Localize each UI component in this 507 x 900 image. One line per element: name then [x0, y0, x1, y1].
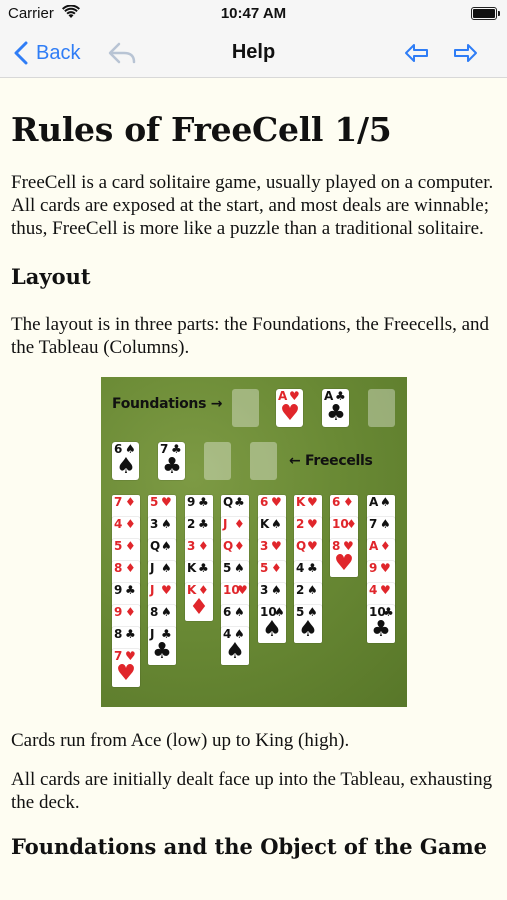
card-suit: ♥	[161, 495, 172, 509]
battery-icon	[471, 7, 497, 20]
card-rank: 4	[223, 627, 232, 641]
card-rank: 9	[114, 605, 123, 619]
card-rank: A	[324, 389, 334, 403]
card-rank: 8	[332, 539, 341, 553]
card-rank: 4	[296, 561, 305, 575]
card-rank: 10	[332, 517, 349, 531]
card-rank: 3	[187, 539, 196, 553]
card-rank: 4	[114, 517, 123, 531]
card-suit: ♠	[271, 583, 282, 597]
card-suit: ♣	[234, 495, 245, 509]
card-suit-large: ♥	[334, 551, 354, 576]
card-suit-large: ♠	[262, 617, 282, 642]
card-rank: 6	[223, 605, 232, 619]
card-suit: ♦	[198, 539, 209, 553]
card-suit: ♦	[271, 561, 282, 575]
card-suit: ♥	[307, 517, 318, 531]
card-suit: ♦	[343, 495, 354, 509]
card-suit: ♠	[161, 539, 172, 553]
card-rank: 4	[369, 583, 378, 597]
cards-run-paragraph: Cards run from Ace (low) up to King (high).	[11, 730, 350, 751]
clock: 10:47 AM	[220, 5, 287, 22]
card-suit: ♣	[171, 442, 182, 456]
card-suit: ♠	[161, 517, 172, 531]
next-page-icon[interactable]	[452, 42, 478, 64]
card-suit-large: ♠	[298, 617, 318, 642]
tableau-card	[294, 605, 322, 643]
card-rank: 2	[296, 517, 305, 531]
tableau-card	[221, 627, 249, 665]
card-suit: ♦	[125, 517, 136, 531]
card-suit: ♥	[380, 583, 391, 597]
tableau-card	[112, 649, 140, 687]
card-suit: ♦	[125, 605, 136, 619]
tableau-card	[258, 605, 286, 643]
card-rank: 7	[160, 442, 169, 456]
card-rank: 10	[260, 605, 277, 619]
card-suit: ♦	[234, 539, 245, 553]
card-suit-large: ♥	[280, 401, 300, 426]
foundation-slot	[368, 389, 395, 427]
card-rank: 6	[260, 495, 269, 509]
card-suit-large: ♣	[152, 639, 172, 664]
card-suit: ♣	[198, 517, 209, 531]
card-rank: 8	[114, 627, 123, 641]
card-suit: ♠	[271, 517, 282, 531]
dealt-paragraph: All cards are initially dealt face up into the Tableau, exhausting the deck.	[11, 769, 493, 813]
card-suit: ♣	[383, 605, 394, 619]
card-rank: 6	[332, 495, 341, 509]
foundations-heading: Foundations and the Object of the Game	[11, 834, 488, 859]
card-rank: 2	[296, 583, 305, 597]
card-suit: ♥	[271, 539, 282, 553]
card-suit: ♦	[125, 495, 136, 509]
card-suit-large: ♠	[116, 454, 136, 479]
card-suit: ♦	[346, 517, 357, 531]
page-title: Rules of FreeCell 1/5	[11, 110, 392, 149]
card-suit: ♠	[161, 605, 172, 619]
card-suit: ♠	[234, 561, 245, 575]
card-suit-large: ♣	[371, 617, 391, 642]
card-rank: Q	[296, 539, 307, 553]
card-rank: 9	[114, 583, 123, 597]
freecell-slot	[204, 442, 231, 480]
card-rank: Q	[223, 539, 234, 553]
card-suit-large: ♣	[162, 454, 182, 479]
tableau-card	[330, 539, 358, 577]
card-suit: ♠	[307, 583, 318, 597]
card-rank: 5	[223, 561, 232, 575]
card-rank: J	[150, 627, 155, 641]
card-suit: ♥	[380, 561, 391, 575]
card-suit: ♣	[335, 389, 346, 403]
layout-heading: Layout	[11, 264, 91, 289]
card-suit: ♦	[234, 517, 245, 531]
card-suit: ♦	[125, 539, 136, 553]
card-rank: 5	[150, 495, 159, 509]
foundations-label: Foundations →	[112, 396, 223, 412]
card-rank: A	[369, 495, 379, 509]
card-rank: 10	[369, 605, 386, 619]
card-suit-large: ♠	[225, 639, 245, 664]
card-suit: ♥	[343, 539, 354, 553]
history-back-icon[interactable]	[106, 40, 138, 66]
card-suit: ♣	[198, 495, 209, 509]
status-bar	[0, 0, 507, 28]
foundation-card-ace-clubs	[322, 389, 349, 427]
card-rank: 10	[223, 583, 240, 597]
card-rank: 9	[369, 561, 378, 575]
card-rank: 3	[260, 539, 269, 553]
card-suit: ♥	[289, 389, 300, 403]
navigation-bar	[0, 28, 507, 78]
card-rank: 8	[114, 561, 123, 575]
card-suit: ♠	[380, 517, 391, 531]
card-suit: ♠	[234, 627, 245, 641]
foundation-slot	[232, 389, 259, 427]
card-rank: K	[187, 583, 197, 597]
card-suit: ♣	[198, 561, 209, 575]
card-rank: 6	[114, 442, 123, 456]
card-rank: 7	[369, 517, 378, 531]
tableau-card	[367, 605, 395, 643]
freecells-label: ← Freecells	[289, 453, 373, 469]
back-button[interactable]	[14, 38, 80, 68]
card-rank: K	[296, 495, 306, 509]
layout-paragraph: The layout is in three parts: the Foundations, the Freecells, and the Tableau (Columns).	[11, 314, 490, 358]
card-rank: 2	[187, 517, 196, 531]
card-rank: 7	[114, 649, 123, 663]
card-rank: Q	[150, 539, 161, 553]
help-content	[11, 78, 497, 859]
card-rank: J	[150, 561, 155, 575]
card-suit: ♠	[125, 442, 136, 456]
card-suit: ♥	[237, 583, 248, 597]
card-rank: 3	[260, 583, 269, 597]
tableau-card	[185, 583, 213, 621]
card-suit: ♠	[161, 561, 172, 575]
card-rank: 7	[114, 495, 123, 509]
tableau-card	[148, 627, 176, 665]
card-suit: ♠	[234, 605, 245, 619]
foundation-card-ace-hearts	[276, 389, 303, 427]
card-suit: ♦	[125, 561, 136, 575]
card-suit-large: ♦	[189, 595, 209, 620]
card-suit: ♥	[125, 649, 136, 663]
card-rank: A	[278, 389, 288, 403]
card-rank: Q	[223, 495, 234, 509]
card-rank: A	[369, 539, 379, 553]
chevron-left-icon	[14, 41, 28, 65]
freecell-layout-figure	[101, 377, 407, 707]
card-suit: ♠	[274, 605, 285, 619]
card-suit: ♣	[307, 561, 318, 575]
freecell-slot	[250, 442, 277, 480]
card-suit: ♥	[271, 495, 282, 509]
card-suit: ♥	[307, 539, 318, 553]
intro-paragraph: FreeCell is a card solitaire game, usually played on a computer. All cards are exposed at the start, and most deals are winnable; thus, FreeCell is more like a puzzle than a traditional solitaire.	[11, 172, 494, 239]
card-rank: J	[223, 517, 228, 531]
card-suit: ♦	[380, 539, 391, 553]
card-suit: ♥	[161, 583, 172, 597]
back-button-label: Back	[36, 41, 81, 64]
card-rank: 8	[150, 605, 159, 619]
card-suit: ♦	[198, 583, 209, 597]
card-rank: 3	[150, 517, 159, 531]
nav-title: Help	[231, 41, 276, 63]
card-suit: ♥	[307, 495, 318, 509]
previous-page-icon[interactable]	[404, 42, 430, 64]
card-suit: ♠	[380, 495, 391, 509]
freecell-card	[158, 442, 185, 480]
card-suit: ♣	[125, 583, 136, 597]
card-suit: ♠	[307, 605, 318, 619]
card-suit-large: ♥	[116, 661, 136, 686]
card-rank: 9	[187, 495, 196, 509]
card-rank: K	[260, 517, 270, 531]
card-rank: 5	[114, 539, 123, 553]
card-rank: J	[150, 583, 155, 597]
card-suit: ♣	[161, 627, 172, 641]
card-suit: ♣	[125, 627, 136, 641]
carrier-label: Carrier	[8, 5, 54, 22]
card-rank: K	[187, 561, 197, 575]
freecell-card	[112, 442, 139, 480]
card-rank: 5	[260, 561, 269, 575]
card-rank: 5	[296, 605, 305, 619]
card-suit-large: ♣	[326, 401, 346, 426]
